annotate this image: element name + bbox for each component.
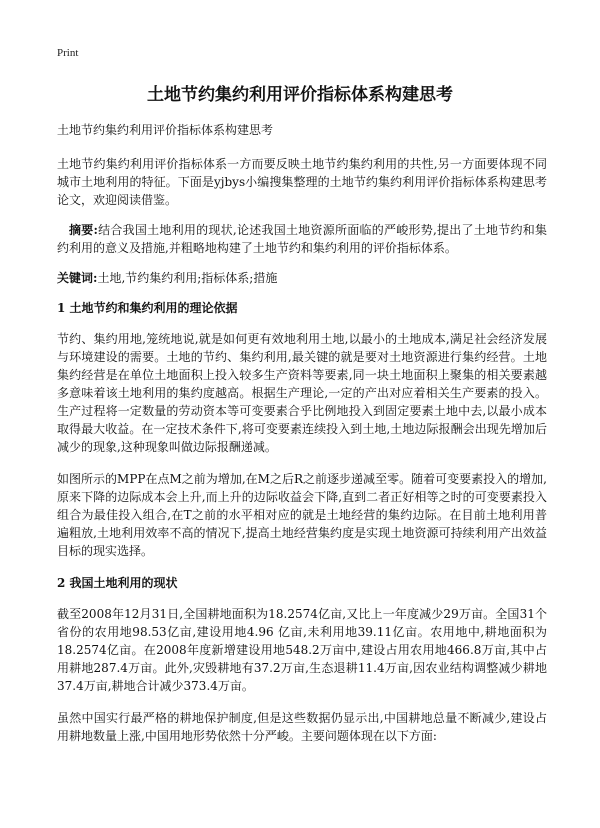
document-subtitle: 土地节约集约利用评价指标体系构建思考 bbox=[57, 123, 274, 137]
section-2-paragraph-2: 虽然中国实行最严格的耕地保护制度,但是这些数据仍显示出,中国耕地总量不断减少,建设占用耕地数量上涨,中国用地形势依然十分严峻。主要问题体现在以下方面: bbox=[57, 711, 547, 743]
section-1-heading: 1 土地节约和集约利用的理论依据 bbox=[57, 301, 238, 315]
document-title: 土地节约集约利用评价指标体系构建思考 bbox=[147, 85, 453, 105]
section-1-paragraph-2: 如图所示的MPP在点M之前为增加,在M之后R之前逐步递减至零。随着可变要素投入的增加,原来下降的边际成本会上升,而上升的边际收益会下降,直到二者正好相等之时的可变要素投入组合为最佳投入组合,在T之前的水平相对应的就是土地经营的集约边际。在目前土地利用普遍粗放,土地利用效率不高的情况下,提高土地经营集约度是实现土地资源可持续利用产出效益目标的现实选择。 bbox=[57, 472, 547, 558]
keywords-label: 关键词: bbox=[57, 271, 98, 285]
print-label: Print bbox=[57, 47, 79, 59]
section-2-paragraph-1: 截至2008年12月31日,全国耕地面积为18.2574亿亩,又比上一年度减少29万亩。全国31个省份的农用地98.53亿亩,建设用地4.96 亿亩,未利用地39.11亿亩。农用地中,耕地面积为18.2574亿亩。在2008年度新增建设用地548.2万亩中,建设占用农用地466.8万亩,其中占用耕地287.4万亩。此外,灾毁耕地有37.2万亩,生态退耕11.4万亩,因农业结构调整减少耕地37.4万亩,耕地合计减少373.4万亩。 bbox=[57, 607, 547, 693]
abstract-label: 摘要: bbox=[69, 223, 98, 237]
abstract-paragraph bbox=[57, 221, 547, 257]
abstract-text: 结合我国土地利用的现状,论述我国土地资源所面临的严峻形势,提出了土地节约和集约利用的意义及措施,并粗略地构建了土地节约和集约利用的评价指标体系。 bbox=[57, 223, 547, 255]
document-body bbox=[57, 121, 547, 759]
intro-paragraph: 土地节约集约利用评价指标体系一方而要反映土地节约集约利用的共性,另一方面要体现不同城市土地利用的特征。下面是yjbys小编搜集整理的土地节约集约利用评价指标体系构建思考论文，欢迎阅读借鉴。 bbox=[57, 157, 547, 207]
section-1-paragraph-1: 节约、集约用地,笼统地说,就是如何更有效地利用土地,以最小的土地成本,满足社会经济发展与环境建设的需要。土地的节约、集约利用,最关键的就是要对土地资源进行集约经营。土地集约经营是在单位土地面积上投入较多生产资料等要素,同一块土地面积上聚集的相关要素越多意味着该土地利用的集约度越高。根据生产理论,一定的产出对应着相关生产要素的投入。生产过程将一定数量的劳动资本等可变要素合乎比例地投入到固定要素土地中去,以最小成本取得最大收益。在一定技术条件下,将可变要素连续投入到土地,土地边际报酬会出现先增加后减少的现象,这种现象叫做边际报酬递减。 bbox=[57, 332, 547, 454]
keywords-paragraph bbox=[57, 269, 547, 287]
section-2-heading: 2 我国土地利用的现状 bbox=[57, 576, 178, 590]
keywords-text: 土地,节约集约利用;指标体系;措施 bbox=[97, 271, 278, 285]
